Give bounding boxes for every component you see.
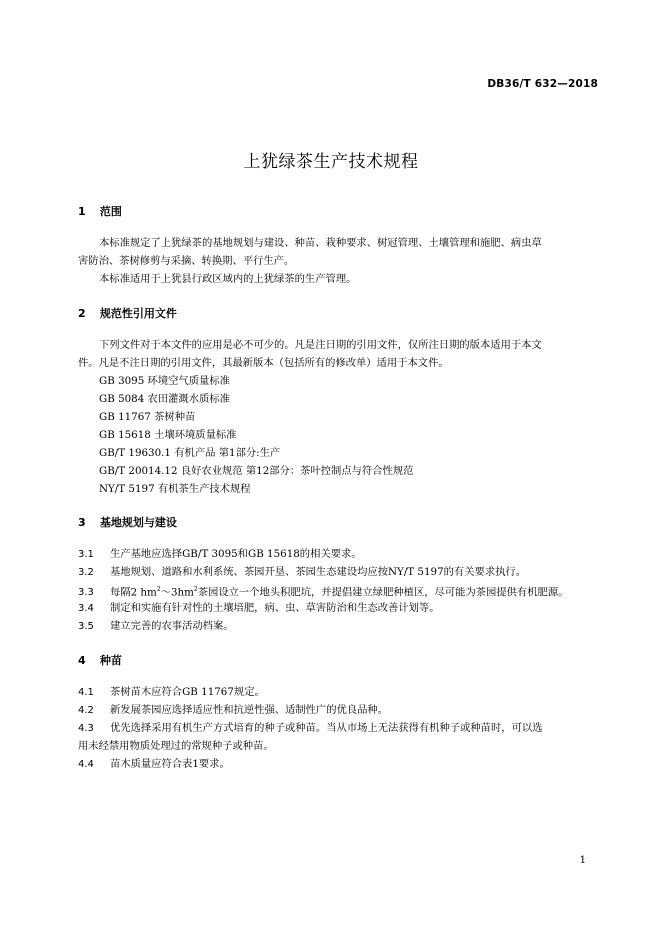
reference-item: GB 11767 茶树种苗 [99, 411, 196, 423]
clause-number: 3.2 [78, 567, 94, 578]
section-heading-scope [78, 203, 122, 219]
section-title: 基地规划与建设 [99, 516, 177, 529]
document-title: 上犹绿茶生产技术规程 [243, 152, 419, 172]
section-heading-seedlings [78, 652, 122, 668]
reference-item: GB 15618 土壤环境质量标准 [99, 429, 237, 441]
clause-text: 苗木质量应符合表1要求。 [110, 758, 230, 770]
clause-number: 4.2 [78, 705, 94, 716]
section-number: 4 [78, 654, 86, 667]
section-title: 范围 [99, 205, 122, 218]
section-title: 种苗 [99, 654, 122, 667]
clause-number: 3.5 [78, 621, 94, 632]
clause-number: 3.3 [78, 587, 94, 599]
reference-item: GB 3095 环境空气质量标准 [99, 375, 230, 387]
reference-item: GB/T 20014.12 良好农业规范 第12部分：茶叶控制点与符合性规范 [99, 465, 414, 477]
clause-text: 建立完善的农事活动档案。 [110, 620, 234, 632]
section-number: 1 [78, 205, 86, 218]
clause-text: 新发展茶园应选择适应性和抗逆性强、适制性广的优良品种。 [110, 704, 389, 716]
clause-text-part-b: ～3hm [160, 586, 194, 599]
standard-code: DB36/T 632—2018 [487, 78, 598, 90]
clause-text-part-a: 每隔2 hm [110, 586, 157, 599]
clause-text: 茶树苗木应符合GB 11767规定。 [110, 686, 265, 698]
clause-3-4 [78, 599, 603, 618]
scope-paragraph-2: 本标准适用于上犹县行政区域内的上犹绿茶的生产管理。 [99, 273, 357, 285]
clause-number: 4.1 [78, 687, 94, 698]
reference-item: GB/T 19630.1 有机产品 第1部分:生产 [99, 447, 281, 459]
section-number: 2 [78, 307, 86, 320]
clause-number: 4.4 [78, 759, 94, 770]
scope-paragraph-1-line-1: 本标准规定了上犹绿茶的基地规划与建设、种苗、栽种要求、树冠管理、土壤管理和施肥、病虫草 [99, 237, 542, 249]
normative-intro-line-2: 件。凡是不注日期的引用文件，其最新版本（包括所有的修改单）适用于本文件。 [78, 357, 449, 369]
superscript: 2 [156, 586, 161, 593]
clause-number: 3.4 [78, 603, 94, 614]
clause-number: 3.1 [78, 549, 94, 560]
clause-3-1 [78, 545, 603, 564]
clause-4-3 [78, 719, 603, 738]
section-heading-base-planning [78, 514, 177, 530]
clause-text: 生产基地应选择GB/T 3095和GB 15618的相关要求。 [110, 548, 362, 560]
clause-text-part-c: 茶园设立一个地头积肥坑，并提倡建立绿肥种植区，尽可能为茶园提供有机肥源。 [197, 586, 569, 599]
clause-4-2 [78, 701, 603, 720]
clause-4-3-continuation: 用未经禁用物质处理过的常规种子或种苗。 [78, 740, 274, 752]
section-heading-normative [78, 305, 177, 321]
clause-4-4 [78, 755, 603, 774]
clause-text: 基地规划、道路和水利系统、茶园开垦、茶园生态建设均应按NY/T 5197的有关要求执行。 [110, 566, 527, 578]
scope-paragraph-1-line-2: 害防治、茶树修剪与采摘、转换期、平行生产。 [78, 255, 295, 267]
section-number: 3 [78, 516, 86, 529]
normative-intro-line-1: 下列文件对于本文件的应用是必不可少的。凡是注日期的引用文件，仅所注日期的版本适用于本文 [99, 339, 542, 351]
superscript: 2 [193, 586, 198, 593]
clause-text: 制定和实施有针对性的土壤培肥，病、虫、草害防治和生态改善计划等。 [110, 602, 440, 614]
clause-number: 4.3 [78, 723, 94, 734]
page-number: 1 [579, 855, 586, 866]
clause-text: 优先选择采用有机生产方式培育的种子或种苗。当从市场上无法获得有机种子或种苗时，可以选 [110, 722, 543, 734]
clause-3-2 [78, 563, 603, 582]
reference-item: GB 5084 农田灌溉水质标准 [99, 393, 230, 405]
clause-4-1 [78, 683, 603, 702]
clause-3-5 [78, 617, 603, 636]
reference-item: NY/T 5197 有机茶生产技术规程 [99, 483, 251, 495]
section-title: 规范性引用文件 [99, 307, 177, 320]
